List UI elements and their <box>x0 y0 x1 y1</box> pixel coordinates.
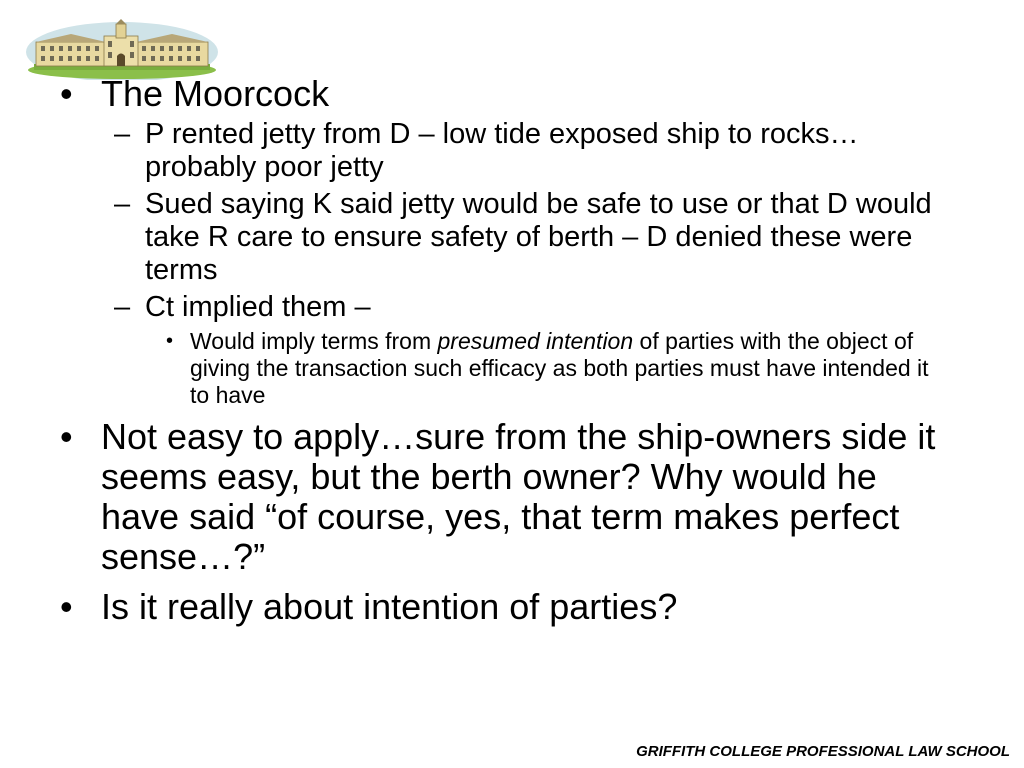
dash-marker: – <box>114 188 131 220</box>
sub-bullet-text: Ct implied them – <box>145 291 371 323</box>
text-after: of parties with the object of giving the transaction such efficacy as both parties must have intended it to have <box>190 328 929 408</box>
sub-bullet-sued-saying <box>0 188 1024 287</box>
bullet-intention-of-parties <box>0 587 1024 627</box>
bullet-marker: • <box>60 586 73 627</box>
sub-bullet-ct-implied <box>0 291 1024 324</box>
sub-bullet-rented-jetty <box>0 118 1024 184</box>
footer-school-name: GRIFFITH COLLEGE PROFESSIONAL LAW SCHOOL <box>636 743 1010 760</box>
dash-marker: – <box>114 118 131 150</box>
bullet-marker: • <box>60 416 73 457</box>
bullet-marker: • <box>60 73 73 114</box>
sub-bullet-text: P rented jetty from D – low tide exposed ship to rocks…probably poor jetty <box>145 118 859 183</box>
college-building-icon <box>26 18 218 80</box>
emphasis-presumed-intention: presumed intention <box>437 328 634 354</box>
bullet-text: The Moorcock <box>101 73 330 114</box>
bullet-not-easy-to-apply <box>0 417 1024 577</box>
slide-content <box>0 74 1024 627</box>
dash-marker: – <box>114 291 131 323</box>
bullet-text: Is it really about intention of parties? <box>101 586 678 627</box>
sub-sub-bullet-presumed-intention <box>0 328 1024 409</box>
sub-bullet-text: Sued saying K said jetty would be safe to use or that D would take R care to ensure safety of berth – D denied these were terms <box>145 188 932 286</box>
bullet-text: Not easy to apply…sure from the ship-owners side it seems easy, but the berth owner? Why would he have said “of course, yes, that term makes perfect sense…?” <box>101 416 936 577</box>
bullet-marker: • <box>166 330 174 352</box>
bullet-the-moorcock <box>0 74 1024 114</box>
text-before: Would imply terms from <box>190 328 438 354</box>
